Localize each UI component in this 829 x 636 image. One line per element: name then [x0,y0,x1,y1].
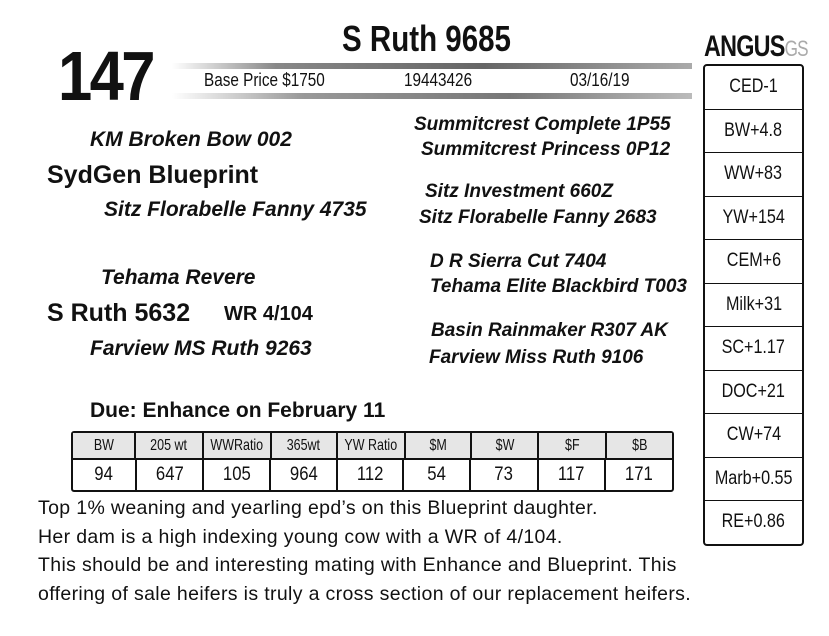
epd-bw: BW+4.8 [705,110,802,154]
table-row [73,460,672,490]
dam-dam: Farview MS Ruth 9263 [90,337,312,360]
info-bar-bottom-rule [172,93,692,99]
table-cell: 54 [404,460,471,490]
dam: S Ruth 5632 [47,299,191,327]
birth-date: 03/16/19 [570,70,630,90]
table-header: 365wt [272,433,338,458]
table-header: $B [631,436,648,454]
table-cell: 964 [271,460,338,490]
dam-weaning-ratio: WR 4/104 [224,303,313,325]
description-line: offering of sale heifers is truly a cross section of our replacement heifers. [38,582,692,605]
performance-table [71,431,674,492]
epd-milk: Milk+31 [705,284,802,328]
description-line: Her dam is a high indexing young cow with a WR of 4/104. [38,525,563,548]
sire: SydGen Blueprint [47,161,259,189]
table-header: 205 wt [136,433,203,458]
epd-yw: YW+154 [705,197,802,241]
table-header: $M [406,433,472,458]
sire-dam-sire: Sitz Investment 660Z [425,181,613,202]
table-cell: 105 [204,460,271,490]
animal-name: S Ruth 9685 [342,18,511,59]
sire-dam-dam: Sitz Florabelle Fanny 2683 [419,207,657,228]
epd-sc: SC+1.17 [705,327,802,371]
epd-cem: CEM+6 [705,240,802,284]
registration-number: 19443426 [404,70,473,90]
epd-marb: Marb+0.55 [705,458,802,502]
description-line: This should be and interesting mating with Enhance and Blueprint. This [38,554,677,576]
description-line: Top 1% weaning and yearling epd’s on this Blueprint daughter. [38,497,598,519]
sire-sire: KM Broken Bow 002 [90,128,292,151]
table-header: WWRatio [204,433,272,458]
table-cell: 117 [539,460,607,490]
sire-dam: Sitz Florabelle Fanny 4735 [104,198,367,221]
angus-logo-suffix: GS [784,36,808,61]
table-header: $W [472,433,539,458]
table-header: YW Ratio [338,433,406,458]
epd-re: RE+0.86 [721,511,786,533]
base-price: Base Price $1750 [204,70,325,90]
dam-sire-sire: D R Sierra Cut 7404 [430,251,607,272]
table-header: $F [539,433,606,458]
lot-description [38,494,823,608]
table-cell: 94 [73,460,137,490]
epd-doc: DOC+21 [705,371,802,415]
sire-sire-sire: Summitcrest Complete 1P55 [414,114,671,135]
table-cell: 647 [137,460,205,490]
epd-ww: WW+83 [705,153,802,197]
table-header: BW [73,433,136,458]
table-cell: 171 [625,464,654,485]
dam-sire: Tehama Revere [101,266,256,289]
table-cell: 112 [338,460,405,490]
epd-cw: CW+74 [705,414,802,458]
due-date: Due: Enhance on February 11 [90,399,386,422]
dam-dam-sire: Basin Rainmaker R307 AK [431,320,668,341]
dam-sire-dam: Tehama Elite Blackbird T003 [430,276,687,297]
table-cell: 73 [471,460,539,490]
info-bar [172,63,692,99]
angus-logo [704,30,808,64]
angus-logo-main: ANGUS [704,30,785,63]
dam-dam-dam: Farview Miss Ruth 9106 [429,347,644,368]
lot-number: 147 [58,37,153,115]
info-bar-top-rule [172,63,692,69]
epd-column [703,64,804,546]
table-header-row [73,433,672,460]
sire-sire-dam: Summitcrest Princess 0P12 [421,139,671,160]
epd-ced: CED-1 [705,66,802,110]
